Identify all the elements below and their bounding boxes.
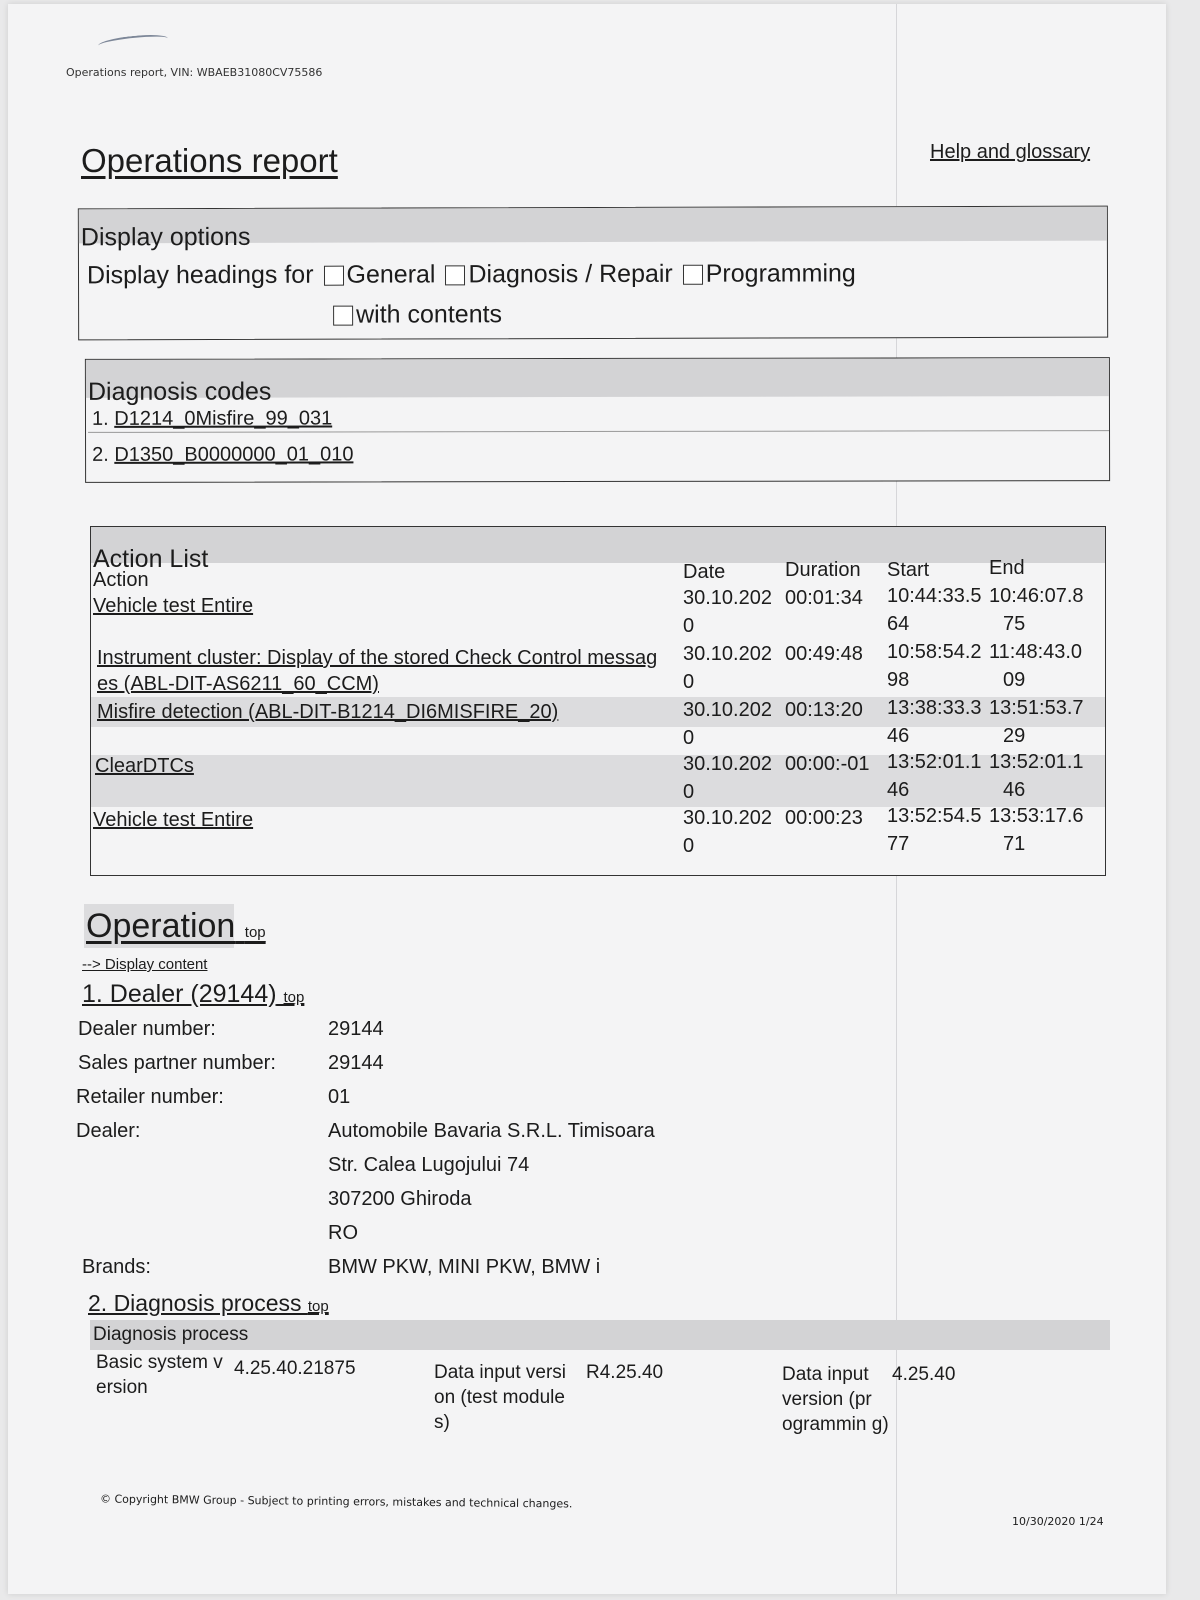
action-duration: 00:00:23	[785, 807, 863, 829]
diagnosis-code-link[interactable]: D1350_B0000000_01_010	[114, 443, 354, 466]
panel-band	[91, 527, 1105, 563]
option-programming-label: Programming	[705, 259, 856, 288]
action-date-cont: 0	[683, 671, 695, 693]
diagnosis-code-link[interactable]: D1214_0Misfire_99_031	[114, 407, 333, 430]
diagnosis-codes-title: Diagnosis codes	[87, 377, 272, 406]
basic-system-value: 4.25.40.21875	[234, 1358, 356, 1379]
action-date: 30.10.202	[683, 753, 772, 775]
dealer-country: RO	[328, 1222, 358, 1244]
action-start-cont: 46	[887, 725, 910, 747]
action-link[interactable]: Vehicle test Entire	[93, 809, 254, 831]
programming-checkbox[interactable]	[683, 264, 703, 284]
action-list-title: Action List	[93, 545, 209, 573]
action-link[interactable]: ClearDTCs	[95, 755, 194, 777]
display-content-link[interactable]: --> Display content	[82, 956, 208, 973]
action-date-cont: 0	[683, 835, 695, 857]
dealer-number-value: 29144	[328, 1018, 384, 1040]
dealer-street: Str. Calea Lugojului 74	[328, 1154, 530, 1176]
action-date-cont: 0	[683, 615, 695, 637]
action-start-cont: 64	[887, 613, 910, 635]
action-end-cont: 75	[1003, 613, 1026, 635]
action-duration: 00:13:20	[785, 699, 863, 721]
top-link[interactable]: top	[283, 989, 305, 1006]
retailer-number-value: 01	[328, 1086, 351, 1108]
action-start: 13:52:01.1	[887, 751, 982, 773]
col-header-start: Start	[887, 559, 930, 581]
pen-mark	[98, 32, 169, 51]
programming-value: 4.25.40	[892, 1364, 956, 1385]
report-header: Operations report, VIN: WBAEB31080CV75586	[66, 66, 323, 79]
action-start: 13:52:54.5	[887, 805, 982, 827]
diagnosis-code-num: 1.	[91, 407, 109, 430]
copyright-footer: © Copyright BMW Group - Subject to printing errors, mistakes and technical changes.	[99, 1492, 573, 1511]
with-contents-checkbox[interactable]	[333, 305, 353, 325]
action-link[interactable]: Instrument cluster: Display of the stored Check Control messag	[97, 647, 658, 669]
programming-label: Data input version (pr ogrammin g)	[782, 1364, 889, 1435]
action-end: 11:48:43.0	[989, 641, 1083, 663]
action-end-cont: 46	[1003, 779, 1026, 801]
diagnosis-process-heading-text: 2. Diagnosis process	[88, 1290, 302, 1316]
action-link[interactable]: Vehicle test Entire	[93, 595, 254, 617]
col-header-end: End	[989, 557, 1025, 579]
action-end-cont: 29	[1003, 725, 1026, 747]
option-diagnosis-repair-label: Diagnosis / Repair	[468, 259, 673, 289]
action-date: 30.10.202	[683, 643, 772, 665]
col-header-action: Action	[93, 569, 149, 591]
diagnosis-code-item	[92, 443, 353, 466]
display-options-panel	[78, 206, 1108, 341]
action-start-cont: 77	[887, 833, 910, 855]
action-date: 30.10.202	[683, 807, 772, 829]
diagnosis-repair-checkbox[interactable]	[445, 265, 465, 285]
action-date: 30.10.202	[683, 587, 772, 609]
action-end: 13:53:17.6	[989, 805, 1084, 827]
option-diagnosis-repair[interactable]	[445, 260, 672, 290]
action-start-cont: 46	[887, 779, 910, 801]
action-start: 10:58:54.2	[887, 641, 982, 663]
report-page	[8, 4, 1166, 1594]
dealer-label: Dealer:	[76, 1120, 141, 1142]
action-date-cont: 0	[683, 727, 695, 749]
option-general[interactable]	[323, 260, 435, 289]
diagnosis-code-item	[92, 407, 332, 430]
action-link-cont[interactable]: es (ABL-DIT-AS6211_60_CCM)	[97, 673, 379, 695]
operation-title	[86, 907, 266, 946]
action-end-cont: 09	[1003, 669, 1026, 691]
action-duration: 00:01:34	[785, 587, 863, 609]
test-module-label: Data input versi on (test module s)	[434, 1362, 567, 1433]
option-general-label: General	[346, 260, 436, 289]
display-headings-label: Display headings for	[86, 260, 314, 290]
test-module-value: R4.25.40	[586, 1362, 664, 1383]
action-duration: 00:49:48	[785, 643, 863, 665]
sales-partner-value: 29144	[328, 1052, 384, 1074]
basic-system-label: Basic system v ersion	[96, 1352, 223, 1398]
dealer-name: Automobile Bavaria S.R.L. Timisoara	[328, 1120, 655, 1142]
display-options-title: Display options	[80, 222, 251, 252]
diagnosis-process-subheading: Diagnosis process	[93, 1324, 249, 1345]
option-programming[interactable]	[683, 259, 856, 288]
action-start: 10:44:33.5	[887, 585, 982, 607]
action-date: 30.10.202	[683, 699, 772, 721]
dealer-heading	[82, 980, 304, 1009]
retailer-number-label: Retailer number:	[76, 1086, 224, 1108]
top-link[interactable]: top	[307, 1298, 329, 1315]
action-duration: 00:00:-01	[785, 753, 870, 775]
operation-title-text: Operation	[86, 907, 236, 945]
diagnosis-code-num: 2.	[92, 443, 109, 466]
dealer-city: 307200 Ghiroda	[328, 1188, 472, 1210]
action-end: 10:46:07.8	[989, 585, 1084, 607]
action-start: 13:38:33.3	[887, 697, 982, 719]
display-headings-row	[87, 259, 856, 290]
general-checkbox[interactable]	[323, 265, 343, 285]
action-list-panel	[90, 526, 1106, 876]
action-end-cont: 71	[1003, 833, 1026, 855]
action-end: 13:51:53.7	[989, 697, 1084, 719]
diagnosis-process-heading	[88, 1290, 329, 1317]
action-end: 13:52:01.1	[989, 751, 1084, 773]
help-glossary-link[interactable]: Help and glossary	[930, 141, 1091, 163]
page-title: Operations report	[81, 142, 338, 179]
sales-partner-label: Sales partner number:	[78, 1052, 276, 1074]
brands-value: BMW PKW, MINI PKW, BMW i	[328, 1256, 601, 1278]
action-link[interactable]: Misfire detection (ABL-DIT-B1214_DI6MISFIRE_20)	[97, 701, 559, 723]
brands-label: Brands:	[82, 1256, 151, 1278]
dealer-number-label: Dealer number:	[78, 1018, 216, 1040]
option-with-contents[interactable]	[333, 300, 502, 329]
col-header-date: Date	[683, 561, 726, 583]
top-link[interactable]: top	[244, 924, 266, 941]
col-header-duration: Duration	[785, 559, 861, 581]
action-start-cont: 98	[887, 669, 910, 691]
page-footer: 10/30/2020 1/24	[1012, 1515, 1104, 1528]
with-contents-label: with contents	[356, 300, 503, 329]
diagnosis-codes-panel	[85, 357, 1110, 483]
action-date-cont: 0	[683, 781, 695, 803]
dealer-heading-text: 1. Dealer (29144)	[82, 980, 277, 1008]
